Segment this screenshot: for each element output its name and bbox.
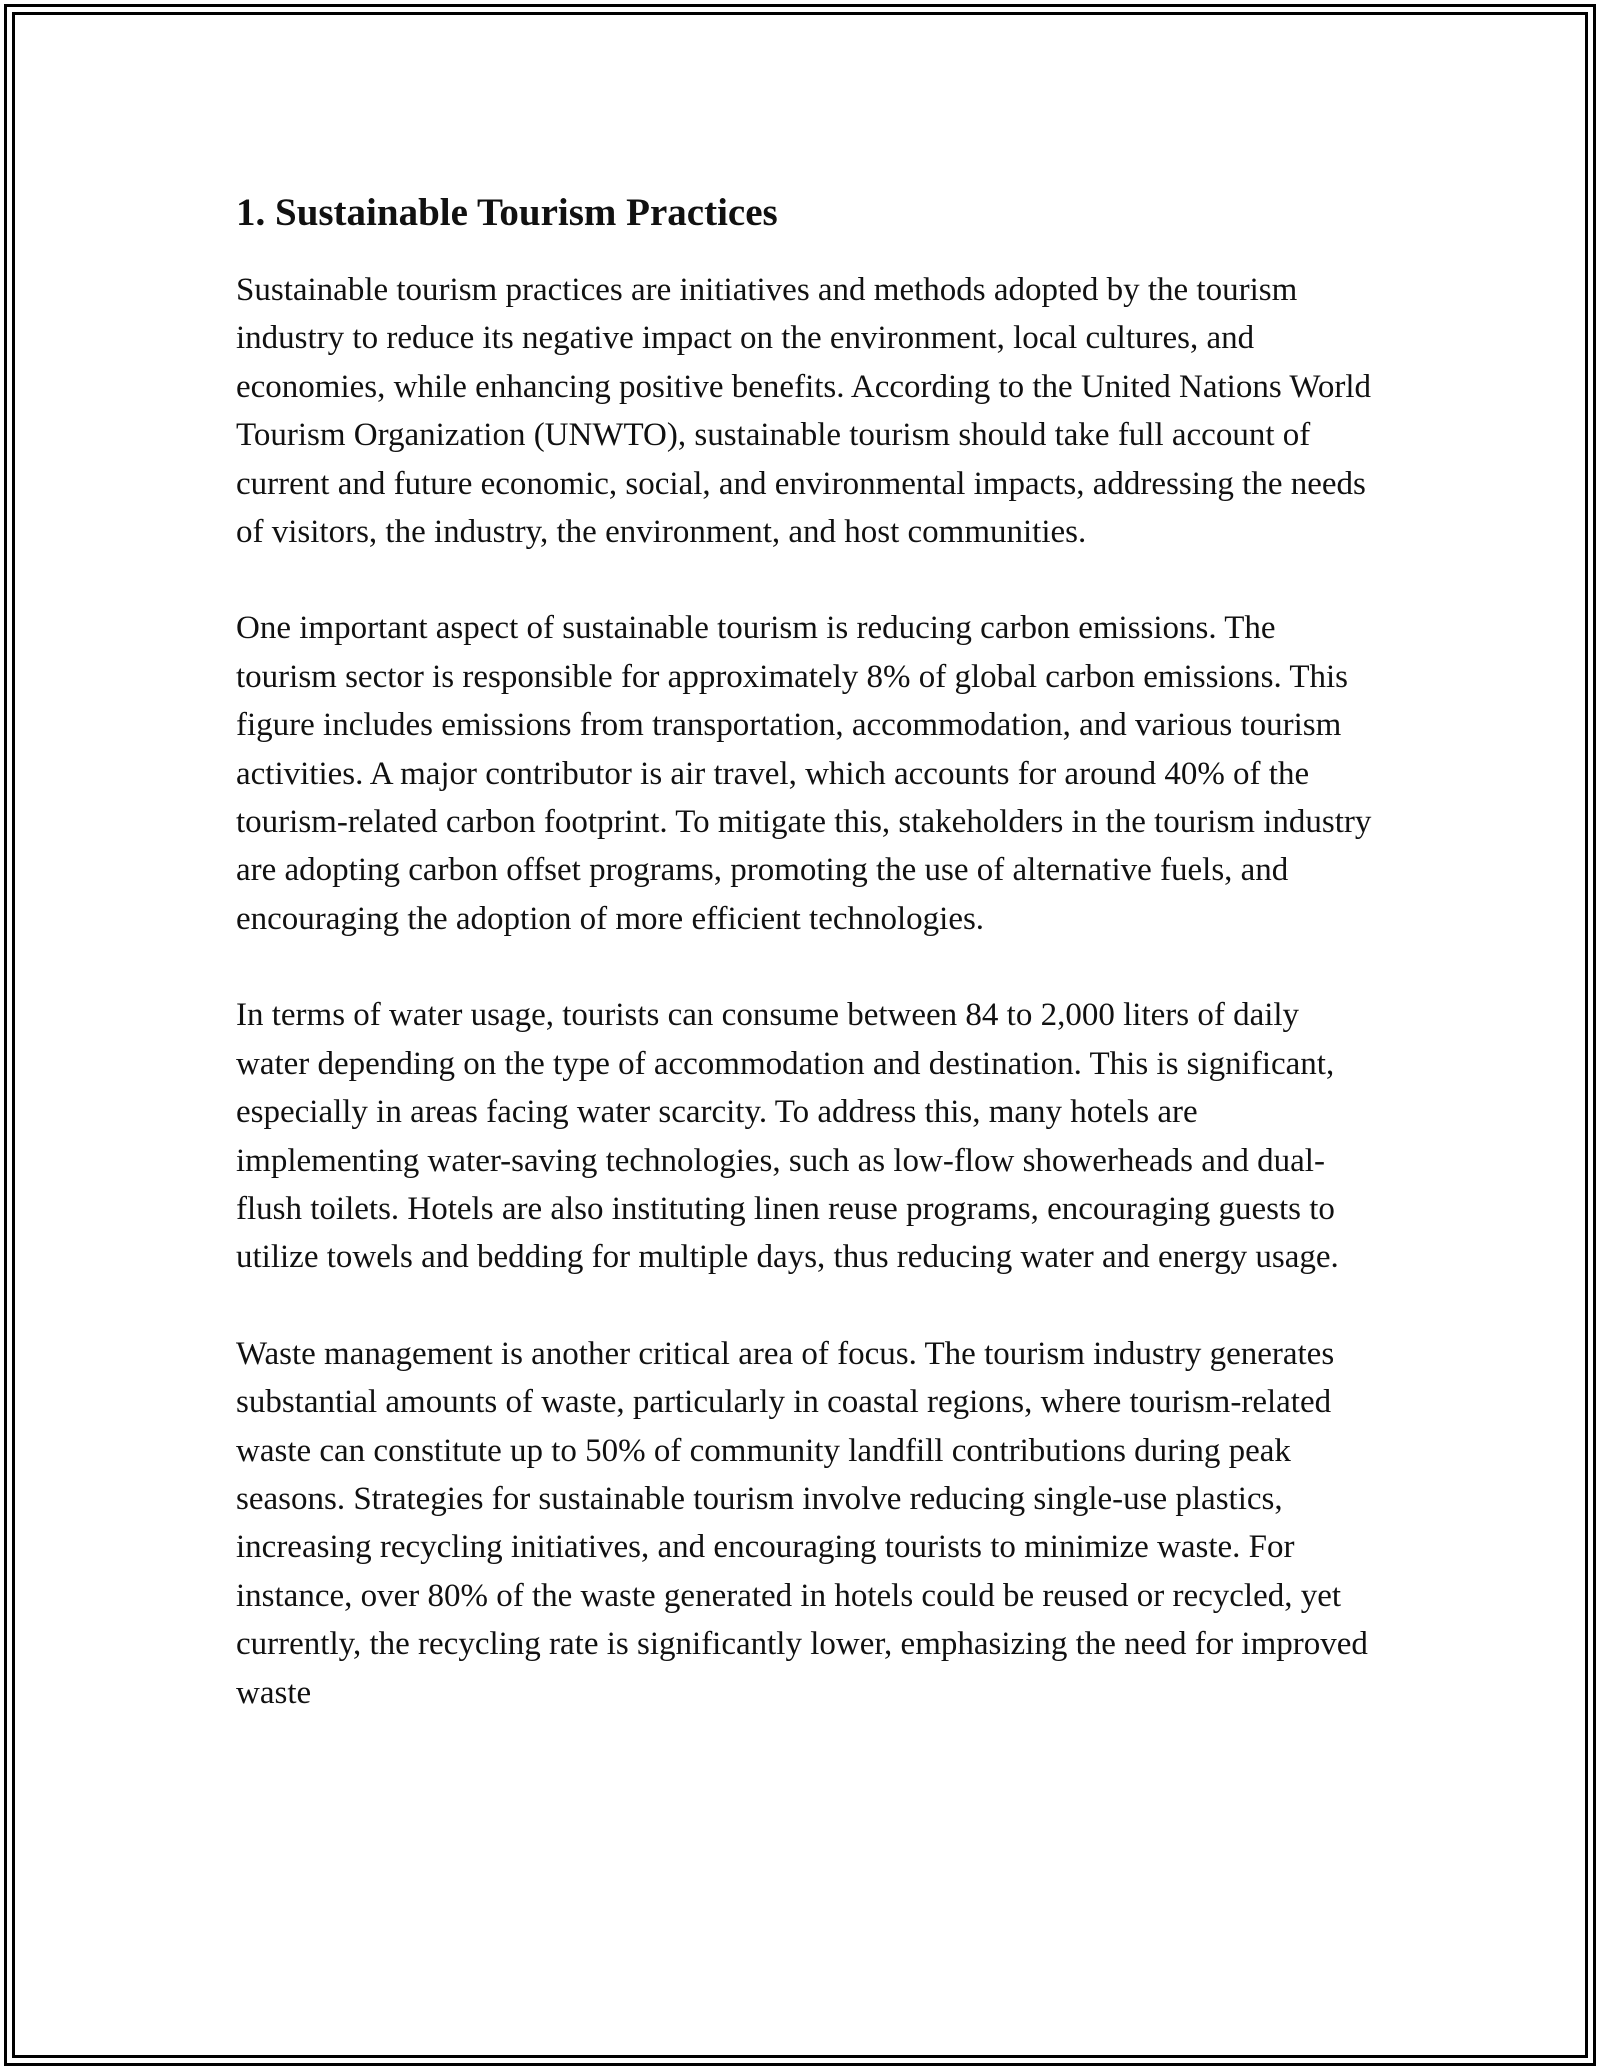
paragraph-intro: Sustainable tourism practices are initiatives and methods adopted by the tourism industry to reduce its negative impact on the environment, local cultures, and economies, while enhancing positive benefits. According to the United Nations World Tourism Organization (UNWTO), sustainable tourism should take full account of current and future economic, social, and environmental impacts, addressing the needs of visitors, the industry, the environment, and host communities.	[236, 272, 1371, 551]
paragraph-waste-management: Waste management is another critical area of focus. The tourism industry generates substantial amounts of waste, particularly in coastal regions, where tourism-related waste can constitute up to 50% of community landfill contributions during peak seasons. Strategies for sustainable tourism involve reducing single-use plastics, increasing recycling initiatives, and encouraging tourists to minimize waste. For instance, over 80% of the waste generated in hotels could be reused or recycled, yet currently, the recycling rate is significantly lower, emphasizing the need for improved waste	[236, 1335, 1368, 1711]
document-body	[236, 186, 1376, 1765]
section-heading: 1. Sustainable Tourism Practices	[236, 191, 778, 234]
paragraph-water-usage: In terms of water usage, tourists can consume between 84 to 2,000 liters of daily water depending on the type of accommodation and destination. This is significant, especially in areas facing water scarcity. To address this, many hotels are implementing water-saving technologies, such as low-flow showerheads and dual-flush toilets. Hotels are also instituting linen reuse programs, encouraging guests to utilize towels and bedding for multiple days, thus reducing water and energy usage.	[236, 997, 1339, 1276]
paragraph-carbon-emissions: One important aspect of sustainable tourism is reducing carbon emissions. The tourism sector is responsible for approximately 8% of global carbon emissions. This figure includes emissions from transportation, accommodation, and various tourism activities. A major contributor is air travel, which accounts for around 40% of the tourism-related carbon footprint. To mitigate this, stakeholders in the tourism industry are adopting carbon offset programs, promoting the use of alternative fuels, and encouraging the adoption of more efficient technologies.	[236, 610, 1372, 937]
